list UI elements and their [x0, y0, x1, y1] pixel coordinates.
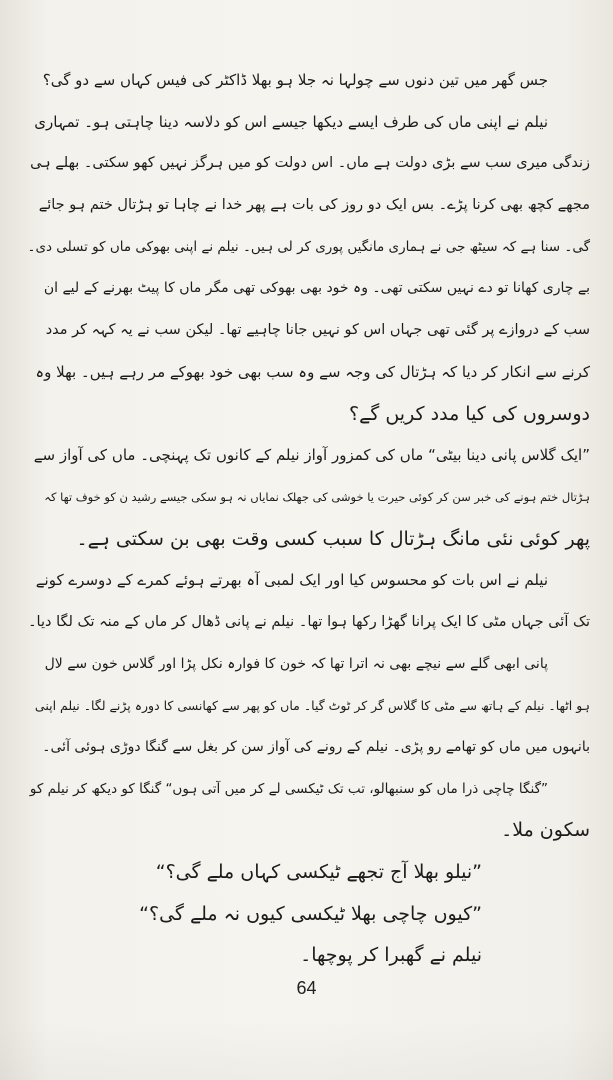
text-line: سب کے دروازے پر گئی تھی جہاں اس کو نہیں جانا چاہیے تھا۔ لیکن سب نے یہ کہہ کر مدد — [45, 322, 590, 339]
text-line: پانی ابھی گلے سے نیچے بھی نہ اترا تھا کہ خون کا فوارہ نکل پڑا اور گلاس خون سے لال — [44, 655, 548, 672]
text-line: مجھے کچھ بھی کرنا پڑے۔ بس ایک دو روز کی بات ہے پھر خدا نے چاہا تو ہڑتال ختم ہو جائے — [38, 197, 590, 214]
text-line: ”گنگا چاچی ذرا ماں کو سنبھالو، تب تک ٹیکسی لے کر میں آتی ہوں“ گنگا کو دیکھ کر نیلم کو — [29, 780, 548, 797]
text-line: ہو اٹھا۔ نیلم کے ہاتھ سے مٹی کا گلاس گر کر ٹوٹ گیا۔ ماں کو پھر سے کھانسی کا دورہ پڑنے لگا۔ نیلم اپنی — [34, 698, 590, 714]
text-line: جس گھر میں تین دنوں سے چولہا نہ جلا ہو بھلا ڈاکٹر کی فیس کہاں سے دو گی؟ — [42, 71, 548, 89]
page-number: 64 — [296, 978, 317, 998]
text-line: سکون ملا۔ — [501, 819, 590, 842]
text-line: نیلم نے اپنی ماں کی طرف ایسے دیکھا جیسے اس کو دلاسہ دینا چاہتی ہو۔ تمہاری — [34, 112, 548, 131]
text-line: ”نیلو بھلا آج تجھے ٹیکسی کہاں ملے گی؟“ — [155, 861, 482, 884]
text-line: تک آئی جہاں مٹی کا ایک پرانا گھڑا رکھا ہوا تھا۔ نیلم نے پانی ڈھال کر ماں کے منہ تک لگا دیا۔ — [28, 613, 590, 630]
text-line: بے چاری کھانا تو دے نہیں سکتی تھی۔ وہ خود بھی بھوکی تھی مگر ماں کا پیٹ بھرنے کے لیے ان — [43, 280, 590, 297]
body-text — [28, 60, 590, 977]
text-line: ”ایک گلاس پانی دینا بیٹی“ ماں کی کمزور آواز نیلم کے کانوں تک پہنچی۔ ماں کی آواز سے — [33, 446, 590, 465]
text-line: پھر کوئی نئی مانگ ہڑتال کا سبب کسی وقت بھی بن سکتی ہے۔ — [76, 527, 590, 550]
text-line: نیلم نے اس بات کو محسوس کیا اور ایک لمبی آہ بھرتے ہوئے کمرے کے دوسرے کونے — [35, 571, 548, 590]
text-line: دوسروں کی کیا مدد کریں گے؟ — [349, 402, 590, 425]
text-line: ہڑتال ختم ہونے کی خبر سن کر کوئی حیرت یا خوشی کی جھلک نمایاں نہ ہو سکی جیسے رشید ن کو خوف تھا کہ — [44, 489, 590, 504]
text-line: کرنے سے انکار کر دیا کہ ہڑتال کی وجہ سے وہ سب بھی خود بھوکے مر رہے ہیں۔ بھلا وہ — [35, 362, 590, 381]
text-line: گی۔ سنا ہے کہ سیٹھ جی نے ہماری مانگیں پوری کر لی ہیں۔ نیلم نے اپنی بھوکی ماں کو تسلی دی۔ — [28, 238, 590, 255]
text-line: زندگی میری سب سے بڑی دولت ہے ماں۔ اس دولت کو میں ہرگز نہیں کھو سکتی۔ بھلے ہی — [30, 155, 590, 172]
text-line: بانہوں میں ماں کو تھامے رو پڑی۔ نیلم کے رونے کی آواز سن کر بغل سے گنگا دوڑی ہوئی آئی۔ — [42, 739, 590, 755]
page-shadow — [0, 1020, 613, 1080]
text-line: نیلم نے گھبرا کر پوچھا۔ — [300, 944, 482, 967]
text-line: ”کیوں چاچی بھلا ٹیکسی کیوں نہ ملے گی؟“ — [139, 902, 482, 925]
